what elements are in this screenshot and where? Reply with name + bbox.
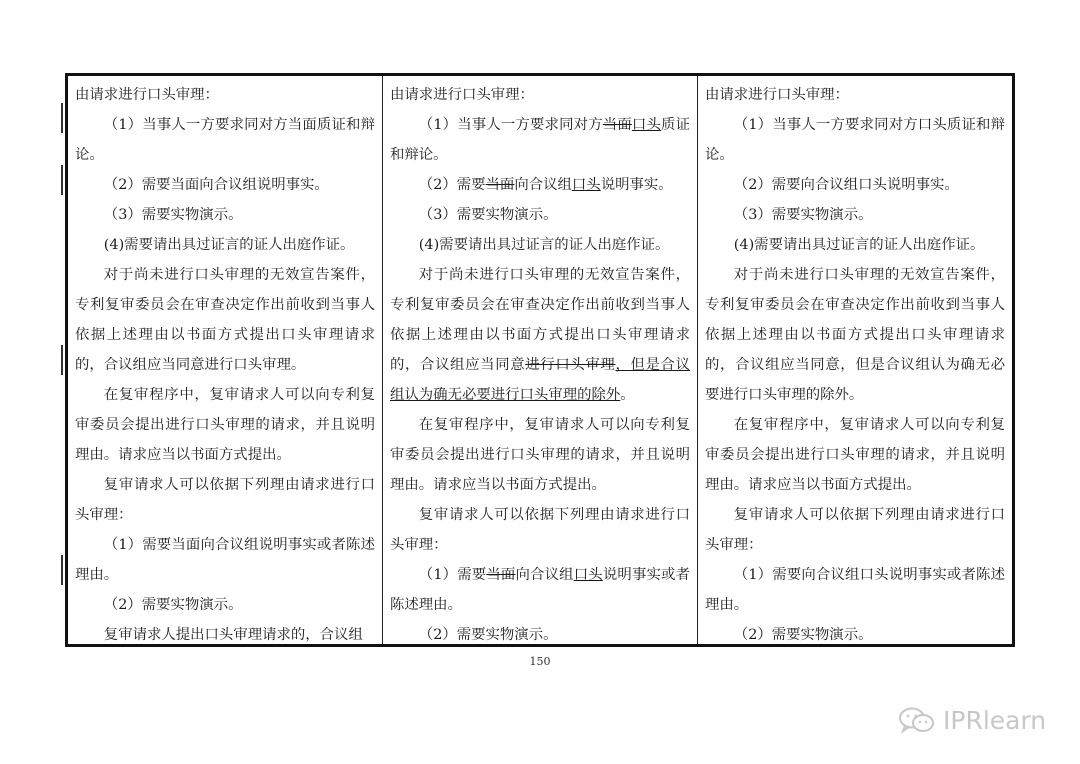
inserted-text: ，但是合议组认为确无必要进行口头审理的除外 (390, 357, 690, 403)
comparison-table (65, 73, 1015, 647)
paragraph (75, 620, 375, 644)
paragraph (705, 110, 1005, 170)
text-segment: （2）需要实物演示。 (418, 627, 558, 643)
text-segment: 对于尚未进行口头审理的无效宣告案件，专利复审委员会在审查决定作出前收到当事人依据上述理由以书面方式提出口头审理请求的，合议组应当同意，但是合议组认为确无必要进行口头审理的除外。 (705, 267, 1005, 403)
paragraph (75, 200, 375, 230)
text-segment: 复审请求人可以依据下列理由请求进行口头审理： (705, 507, 1005, 553)
revision-bar (61, 165, 63, 195)
text-segment: 复审请求人可以依据下列理由请求进行口头审理： (75, 477, 375, 523)
paragraph (705, 230, 1005, 260)
text-segment: 复审请求人提出口头审理请求的，合议组 (103, 627, 363, 643)
revision-bar (61, 103, 63, 133)
paragraph (390, 80, 690, 110)
paragraph (75, 230, 375, 260)
inserted-text: 口头 (571, 177, 601, 193)
text-segment: （3）需要实物演示。 (103, 207, 243, 223)
paragraph (390, 170, 690, 200)
inserted-text: 口头 (573, 567, 603, 583)
text-segment: 由请求进行口头审理： (390, 87, 534, 103)
paragraph (390, 410, 690, 500)
paragraph (75, 590, 375, 620)
column-original (68, 76, 382, 644)
revision-bar (61, 345, 63, 375)
paragraph (75, 530, 375, 590)
text-segment: 向合议组 (514, 177, 572, 193)
watermark-text: IPRlearn (943, 705, 1047, 735)
text-segment: （1）当事人一方要求同对方口头质证和辩论。 (705, 117, 1005, 163)
text-segment: （2）需要当面向合议组说明事实。 (103, 177, 329, 193)
paragraph (75, 170, 375, 200)
text-segment: 在复审程序中，复审请求人可以向专利复审委员会提出进行口头审理的请求，并且说明理由。请求应当以书面方式提出。 (75, 387, 375, 463)
deleted-text: 当面 (602, 117, 632, 133)
text-segment: 在复审程序中，复审请求人可以向专利复审委员会提出进行口头审理的请求，并且说明理由。请求应当以书面方式提出。 (705, 417, 1005, 493)
paragraph (705, 200, 1005, 230)
paragraph (390, 560, 690, 620)
paragraph (705, 500, 1005, 560)
text-segment: （2）需要向合议组口头说明事实。 (733, 177, 959, 193)
text-segment: 对于尚未进行口头审理的无效宣告案件，专利复审委员会在审查决定作出前收到当事人依据上述理由以书面方式提出口头审理请求的，合议组应当同意 (390, 267, 690, 373)
text-segment: （1）需要 (418, 567, 487, 583)
inserted-text: 口头 (631, 117, 662, 133)
text-segment: (4)需要请出具过证言的证人出庭作证。 (733, 237, 985, 253)
paragraph (75, 110, 375, 170)
revision-bar (61, 555, 63, 585)
paragraph (390, 260, 690, 410)
text-segment: 在复审程序中，复审请求人可以向专利复审委员会提出进行口头审理的请求，并且说明理由。请求应当以书面方式提出。 (390, 417, 690, 493)
wechat-icon (897, 705, 937, 735)
paragraph (75, 80, 375, 110)
text-segment: （1）需要向合议组口头说明事实或者陈述理由。 (705, 567, 1005, 613)
text-segment: （2）需要实物演示。 (103, 597, 243, 613)
paragraph (390, 200, 690, 230)
paragraph (75, 380, 375, 470)
paragraph (390, 110, 690, 170)
text-segment: (4)需要请出具过证言的证人出庭作证。 (418, 237, 670, 253)
text-segment: 说明事实。 (600, 177, 673, 193)
text-segment: （1）需要当面向合议组说明事实或者陈述理由。 (75, 537, 375, 583)
text-segment: （3）需要实物演示。 (418, 207, 558, 223)
paragraph (705, 560, 1005, 620)
paragraph (705, 260, 1005, 410)
text-segment: （3）需要实物演示。 (733, 207, 873, 223)
text-segment: （1）当事人一方要求同对方当面质证和辩论。 (75, 117, 375, 163)
text-segment: (4)需要请出具过证言的证人出庭作证。 (103, 237, 355, 253)
text-segment: （2）需要实物演示。 (733, 627, 873, 643)
text-segment: （2）需要 (418, 177, 486, 193)
deleted-text: 当面 (486, 567, 516, 583)
text-segment: （1）当事人一方要求同对方 (418, 117, 603, 133)
column-revised (697, 76, 1012, 644)
watermark (897, 702, 1046, 738)
text-segment: 对于尚未进行口头审理的无效宣告案件，专利复审委员会在审查决定作出前收到当事人依据上述理由以书面方式提出口头审理请求的，合议组应当同意进行口头审理。 (75, 267, 375, 373)
paragraph (705, 170, 1005, 200)
deleted-text: 当面 (485, 177, 515, 193)
page-number: 150 (529, 655, 551, 668)
paragraph (75, 260, 375, 380)
text-segment: 复审请求人可以依据下列理由请求进行口头审理： (390, 507, 690, 553)
paragraph (705, 410, 1005, 500)
text-segment: 说明事实或者陈述理由。 (390, 567, 690, 613)
paragraph (705, 620, 1005, 644)
text-segment: 由请求进行口头审理： (75, 87, 219, 103)
deleted-text: 进行口头审理 (525, 357, 616, 373)
column-revision-marked (382, 76, 697, 644)
text-segment: 质证和辩论。 (390, 117, 690, 163)
text-segment: 。 (620, 387, 635, 403)
paragraph (705, 80, 1005, 110)
paragraph (75, 470, 375, 530)
paragraph (390, 230, 690, 260)
text-segment: 向合议组 (515, 567, 574, 583)
paragraph (390, 500, 690, 560)
text-segment: 由请求进行口头审理： (705, 87, 849, 103)
paragraph (390, 620, 690, 644)
